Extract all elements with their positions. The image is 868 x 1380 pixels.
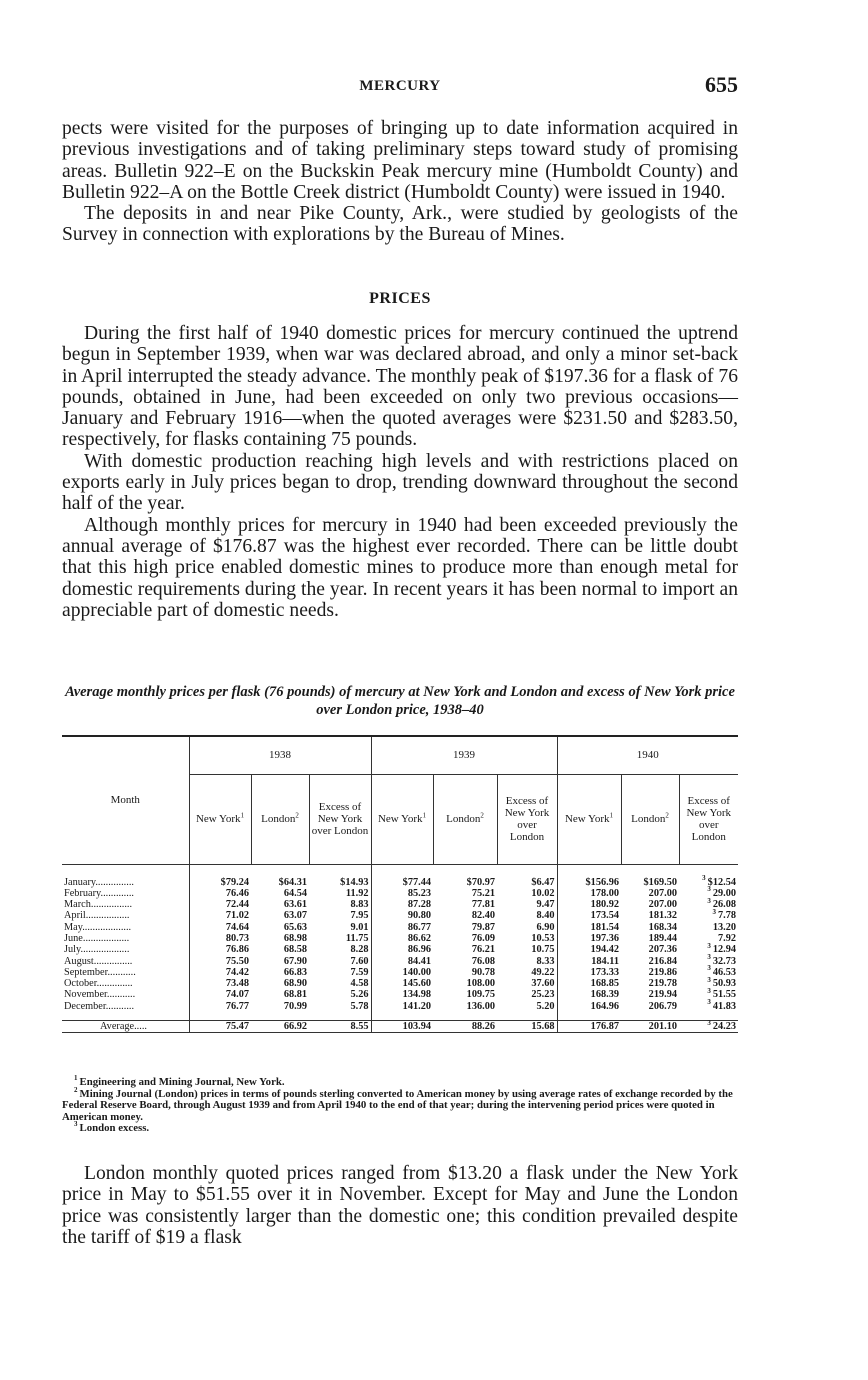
footnote-mark: 3 bbox=[707, 896, 711, 905]
table-row bbox=[62, 864, 738, 888]
price-cell: 216.84 bbox=[648, 955, 677, 967]
price-cell: 71.02 bbox=[189, 910, 251, 921]
price-cell: 7.95 bbox=[350, 910, 369, 922]
month-cell: November........... bbox=[64, 989, 136, 1001]
london-header: London$^2$ bbox=[251, 774, 309, 864]
footnote-mark: 3 bbox=[707, 987, 711, 996]
footnote-mark: 3 bbox=[707, 941, 711, 950]
price-cell: 76.21 bbox=[471, 944, 495, 956]
price-cell: 10.02 bbox=[531, 887, 555, 899]
price-cell: 7.92 bbox=[717, 932, 736, 944]
excess-header: Excess of New York over London bbox=[497, 774, 557, 864]
footnote-mark: 3 bbox=[707, 998, 711, 1007]
price-cell: 77.81 bbox=[471, 899, 495, 911]
footnote-mark: 3 bbox=[712, 907, 716, 916]
london-header: London$^2$ bbox=[433, 774, 497, 864]
price-cell: 75.47 bbox=[189, 1021, 251, 1033]
price-cell: 181.54 bbox=[557, 922, 621, 933]
price-cell: $^3$ 50.93 bbox=[707, 975, 736, 990]
price-cell: $^3$ 46.53 bbox=[707, 964, 736, 978]
month-cell: April................. bbox=[64, 910, 130, 922]
month-cell: May................... bbox=[64, 921, 132, 933]
year-header: 1938 bbox=[189, 736, 371, 774]
price-cell: 68.58 bbox=[283, 944, 307, 956]
price-cell: 5.26 bbox=[350, 989, 369, 1001]
price-cell: 8.28 bbox=[350, 944, 369, 956]
price-cell: 8.55 bbox=[309, 1021, 371, 1033]
price-cell: 103.94 bbox=[371, 1021, 433, 1033]
price-cell: 184.11 bbox=[557, 956, 621, 967]
prices-text bbox=[62, 323, 738, 621]
new-york-header: New York$^1$ bbox=[189, 774, 251, 864]
price-cell: 197.36 bbox=[557, 933, 621, 944]
price-cell: 206.79 bbox=[648, 1000, 677, 1012]
page-header bbox=[62, 70, 738, 102]
section-heading: PRICES bbox=[369, 290, 431, 307]
price-cell: 65.63 bbox=[283, 921, 307, 933]
table-row bbox=[62, 967, 738, 978]
year-header: 1939 bbox=[371, 736, 557, 774]
price-cell: $6.47 bbox=[531, 876, 555, 888]
excess-header: Excess of New York over London bbox=[309, 774, 371, 864]
price-cell: 168.34 bbox=[648, 921, 677, 933]
price-cell: 11.75 bbox=[345, 932, 369, 944]
price-cell: 207.00 bbox=[648, 887, 677, 899]
month-cell: December........... bbox=[64, 1000, 135, 1012]
london-header: London$^2$ bbox=[621, 774, 679, 864]
footnote-mark: 2 bbox=[480, 811, 484, 820]
price-cell: 63.07 bbox=[283, 910, 307, 922]
price-cell: 70.99 bbox=[283, 1000, 307, 1012]
footnote-mark: 3 bbox=[707, 885, 711, 894]
price-cell: 194.42 bbox=[557, 944, 621, 955]
price-cell: 8.40 bbox=[536, 910, 555, 922]
price-cell: 84.41 bbox=[371, 956, 433, 967]
price-cell: 168.85 bbox=[557, 978, 621, 989]
footnote-mark: 3 bbox=[707, 975, 711, 984]
table-row bbox=[62, 978, 738, 989]
price-cell: 15.68 bbox=[497, 1021, 557, 1033]
price-cell: 207.00 bbox=[648, 899, 677, 911]
paragraph: Although monthly prices for mercury in 1940 had been exceeded previously the annual average of $176.87 was the highest ever recorded. There can be little doubt that this high price enabled domestic mines to produce more than enough metal for domestic requirements during the year. In recent years it has been normal to import an appreciable part of domestic needs. bbox=[62, 514, 738, 621]
price-cell: 88.26 bbox=[433, 1021, 497, 1033]
price-cell: 37.60 bbox=[531, 978, 555, 990]
price-cell: 164.96 bbox=[557, 1001, 621, 1021]
price-cell: 68.81 bbox=[283, 989, 307, 1001]
price-cell: 207.36 bbox=[648, 944, 677, 956]
price-cell: 8.83 bbox=[350, 899, 369, 911]
table-row bbox=[62, 933, 738, 944]
excess-header: Excess of New York over London bbox=[679, 774, 738, 864]
price-cell: 134.98 bbox=[371, 989, 433, 1000]
page-number: 655 bbox=[705, 72, 738, 97]
price-cell: 9.01 bbox=[350, 921, 369, 933]
price-cell: 5.20 bbox=[536, 1000, 555, 1012]
price-cell: 10.75 bbox=[531, 944, 555, 956]
price-cell: 4.58 bbox=[350, 978, 369, 990]
price-cell: 109.75 bbox=[466, 989, 495, 1001]
price-cell: 74.07 bbox=[189, 989, 251, 1000]
month-cell: June.................. bbox=[64, 932, 130, 944]
intro-text bbox=[62, 118, 738, 246]
running-title: MERCURY bbox=[359, 78, 441, 94]
price-cell: 79.87 bbox=[471, 921, 495, 933]
new-york-header: New York$^1$ bbox=[371, 774, 433, 864]
price-cell: 86.77 bbox=[371, 922, 433, 933]
price-cell: 168.39 bbox=[557, 989, 621, 1000]
month-column-header: Month bbox=[62, 736, 189, 864]
price-cell: $14.93 bbox=[340, 876, 369, 888]
footnote: $^2$ Mining Journal (London) prices in terms of pounds sterling converted to American money by using average rates of exchange recorded by the Federal Reserve Board, through August 1939 and from April 1940 to the end of that year; during the intervening period prices were quoted in American money. bbox=[62, 1085, 733, 1123]
price-table bbox=[62, 735, 738, 1033]
price-cell: 9.47 bbox=[536, 899, 555, 911]
price-cell: $^3$ 24.23 bbox=[679, 1021, 738, 1033]
new-york-header: New York$^1$ bbox=[557, 774, 621, 864]
price-cell: 173.54 bbox=[557, 910, 621, 921]
price-cell: 108.00 bbox=[466, 978, 495, 990]
price-cell: 49.22 bbox=[531, 966, 555, 978]
price-cell: 189.44 bbox=[648, 932, 677, 944]
month-cell: July................... bbox=[64, 944, 130, 956]
price-cell: 76.09 bbox=[471, 932, 495, 944]
price-cell: 219.78 bbox=[648, 978, 677, 990]
price-cell: 219.86 bbox=[648, 966, 677, 978]
table-row bbox=[62, 899, 738, 910]
price-cell: 25.23 bbox=[531, 989, 555, 1001]
price-cell: 140.00 bbox=[371, 967, 433, 978]
price-cell: $^3$ $12.54 bbox=[702, 874, 736, 888]
price-cell: 75.50 bbox=[189, 956, 251, 967]
paragraph: With domestic production reaching high levels and with restrictions placed on exports early in July prices began to drop, trending downward throughout the second half of the year. bbox=[62, 450, 738, 515]
price-cell: 141.20 bbox=[371, 1001, 433, 1021]
price-cell: 75.21 bbox=[471, 887, 495, 899]
table-caption: Average monthly prices per flask (76 pounds) of mercury at New York and London and excess of New York price over London price, 1938–40 bbox=[65, 684, 735, 718]
price-cell: 87.28 bbox=[371, 899, 433, 910]
footnote-mark: 3 bbox=[707, 1018, 711, 1027]
month-cell: March................ bbox=[64, 899, 133, 911]
price-cell: 136.00 bbox=[466, 1000, 495, 1012]
price-cell: 76.08 bbox=[471, 955, 495, 967]
price-cell: $^3$ 12.94 bbox=[707, 941, 736, 956]
price-cell: 10.53 bbox=[531, 932, 555, 944]
paragraph: London monthly quoted prices ranged from $13.20 a flask under the New York price in May to $51.55 over it in November. Except for May and June the London price was consistently larger than the domestic one; this condition prevailed despite the tariff of $19 a flask bbox=[62, 1163, 738, 1248]
price-cell: 8.33 bbox=[536, 955, 555, 967]
price-cell: 90.78 bbox=[471, 966, 495, 978]
month-cell: September........... bbox=[64, 966, 136, 978]
price-cell: $77.44 bbox=[371, 864, 433, 888]
price-cell: $^3$ 7.78 bbox=[712, 907, 736, 922]
footnote-mark: 2 bbox=[665, 811, 669, 820]
table-row bbox=[62, 1001, 738, 1021]
month-cell: October.............. bbox=[64, 978, 133, 990]
footnote: $^3$ London excess. bbox=[74, 1120, 150, 1134]
price-cell: 201.10 bbox=[621, 1021, 679, 1033]
price-cell: 176.87 bbox=[557, 1021, 621, 1033]
price-cell: 76.86 bbox=[189, 944, 251, 955]
paragraph: pects were visited for the purposes of bringing up to date information acquired in previous investigations and of taking preliminary steps toward study of promising areas. Bulletin 922–E on the Buckskin Peak mercury mine (Humboldt County) and Bulletin 922–A on the Bottle Creek district (Humboldt County) were issued in 1940. bbox=[62, 118, 738, 203]
price-cell: 178.00 bbox=[557, 888, 621, 899]
price-cell: $64.31 bbox=[278, 876, 307, 888]
price-cell: $169.50 bbox=[643, 876, 677, 888]
price-cell: $70.97 bbox=[466, 876, 495, 888]
price-cell: 86.96 bbox=[371, 944, 433, 955]
month-cell: August............... bbox=[64, 955, 133, 967]
price-cell: 74.42 bbox=[189, 967, 251, 978]
footnote-mark: 2 bbox=[295, 811, 299, 820]
price-cell: 68.98 bbox=[283, 932, 307, 944]
average-label: Average..... bbox=[62, 1021, 189, 1033]
price-cell: 76.46 bbox=[189, 888, 251, 899]
price-cell: $^3$ 26.08 bbox=[707, 896, 736, 911]
price-cell: 86.62 bbox=[371, 933, 433, 944]
price-cell: 6.90 bbox=[536, 921, 555, 933]
month-cell: January............... bbox=[64, 876, 134, 888]
price-cell: 180.92 bbox=[557, 899, 621, 910]
price-cell: $79.24 bbox=[189, 864, 251, 888]
price-cell: 67.90 bbox=[283, 955, 307, 967]
footnote-mark: 1 bbox=[422, 811, 427, 820]
paragraph: During the first half of 1940 domestic prices for mercury continued the uptrend begun in September 1939, when war was declared abroad, and only a minor set-back in April interrupted the steady advance. The monthly peak of $197.36 for a flask of 76 pounds, obtained in June, had been exceeded on only two previous occasions—January and February 1916—when the quoted averages were $231.50 and $283.50, respectively, for flasks containing 75 pounds. bbox=[62, 323, 738, 451]
price-cell: $^3$ 41.83 bbox=[707, 998, 736, 1012]
average-row bbox=[62, 1021, 738, 1033]
price-cell: 219.94 bbox=[648, 989, 677, 1001]
footnote-mark: 1 bbox=[240, 811, 245, 820]
price-cell: $^3$ 29.00 bbox=[707, 885, 736, 899]
price-cell: 85.23 bbox=[371, 888, 433, 899]
table-row bbox=[62, 989, 738, 1000]
table-row bbox=[62, 922, 738, 933]
price-cell: 7.60 bbox=[350, 955, 369, 967]
price-cell: 66.83 bbox=[283, 966, 307, 978]
price-cell: 145.60 bbox=[371, 978, 433, 989]
price-cell: 68.90 bbox=[283, 978, 307, 990]
footnote-mark: 3 bbox=[707, 953, 711, 962]
price-cell: 80.73 bbox=[189, 933, 251, 944]
price-cell: $^3$ 32.73 bbox=[707, 953, 736, 967]
price-cell: 7.59 bbox=[350, 966, 369, 978]
month-cell: February............. bbox=[64, 887, 134, 899]
footnote-mark: 3 bbox=[707, 964, 711, 973]
price-cell: 64.54 bbox=[283, 887, 307, 899]
price-cell: $^3$ 51.55 bbox=[707, 987, 736, 1001]
price-cell: 82.40 bbox=[471, 910, 495, 922]
table-row bbox=[62, 910, 738, 921]
price-cell: 66.92 bbox=[251, 1021, 309, 1033]
price-cell: $156.96 bbox=[557, 864, 621, 888]
table-row bbox=[62, 944, 738, 955]
footnote-mark: 1 bbox=[609, 811, 614, 820]
paragraph: The deposits in and near Pike County, Ark., were studied by geologists of the Survey in connection with explorations by the Bureau of Mines. bbox=[62, 203, 738, 246]
table-row bbox=[62, 956, 738, 967]
price-cell: 90.80 bbox=[371, 910, 433, 921]
price-cell: 76.77 bbox=[189, 1001, 251, 1021]
price-cell: 63.61 bbox=[283, 899, 307, 911]
year-header: 1940 bbox=[557, 736, 738, 774]
closing-text bbox=[62, 1163, 738, 1248]
price-cell: 11.92 bbox=[345, 887, 369, 899]
footnote: $^1$ Engineering and Mining Journal, New York. bbox=[74, 1074, 285, 1088]
price-cell: 72.44 bbox=[189, 899, 251, 910]
price-cell: 13.20 bbox=[712, 921, 736, 933]
price-cell: 74.64 bbox=[189, 922, 251, 933]
footnotes bbox=[62, 1074, 738, 1135]
price-cell: 173.33 bbox=[557, 967, 621, 978]
table-row bbox=[62, 888, 738, 899]
footnote-mark: 3 bbox=[702, 874, 706, 883]
price-cell: 5.78 bbox=[350, 1000, 369, 1012]
price-cell: 73.48 bbox=[189, 978, 251, 989]
price-cell: 181.32 bbox=[648, 910, 677, 922]
